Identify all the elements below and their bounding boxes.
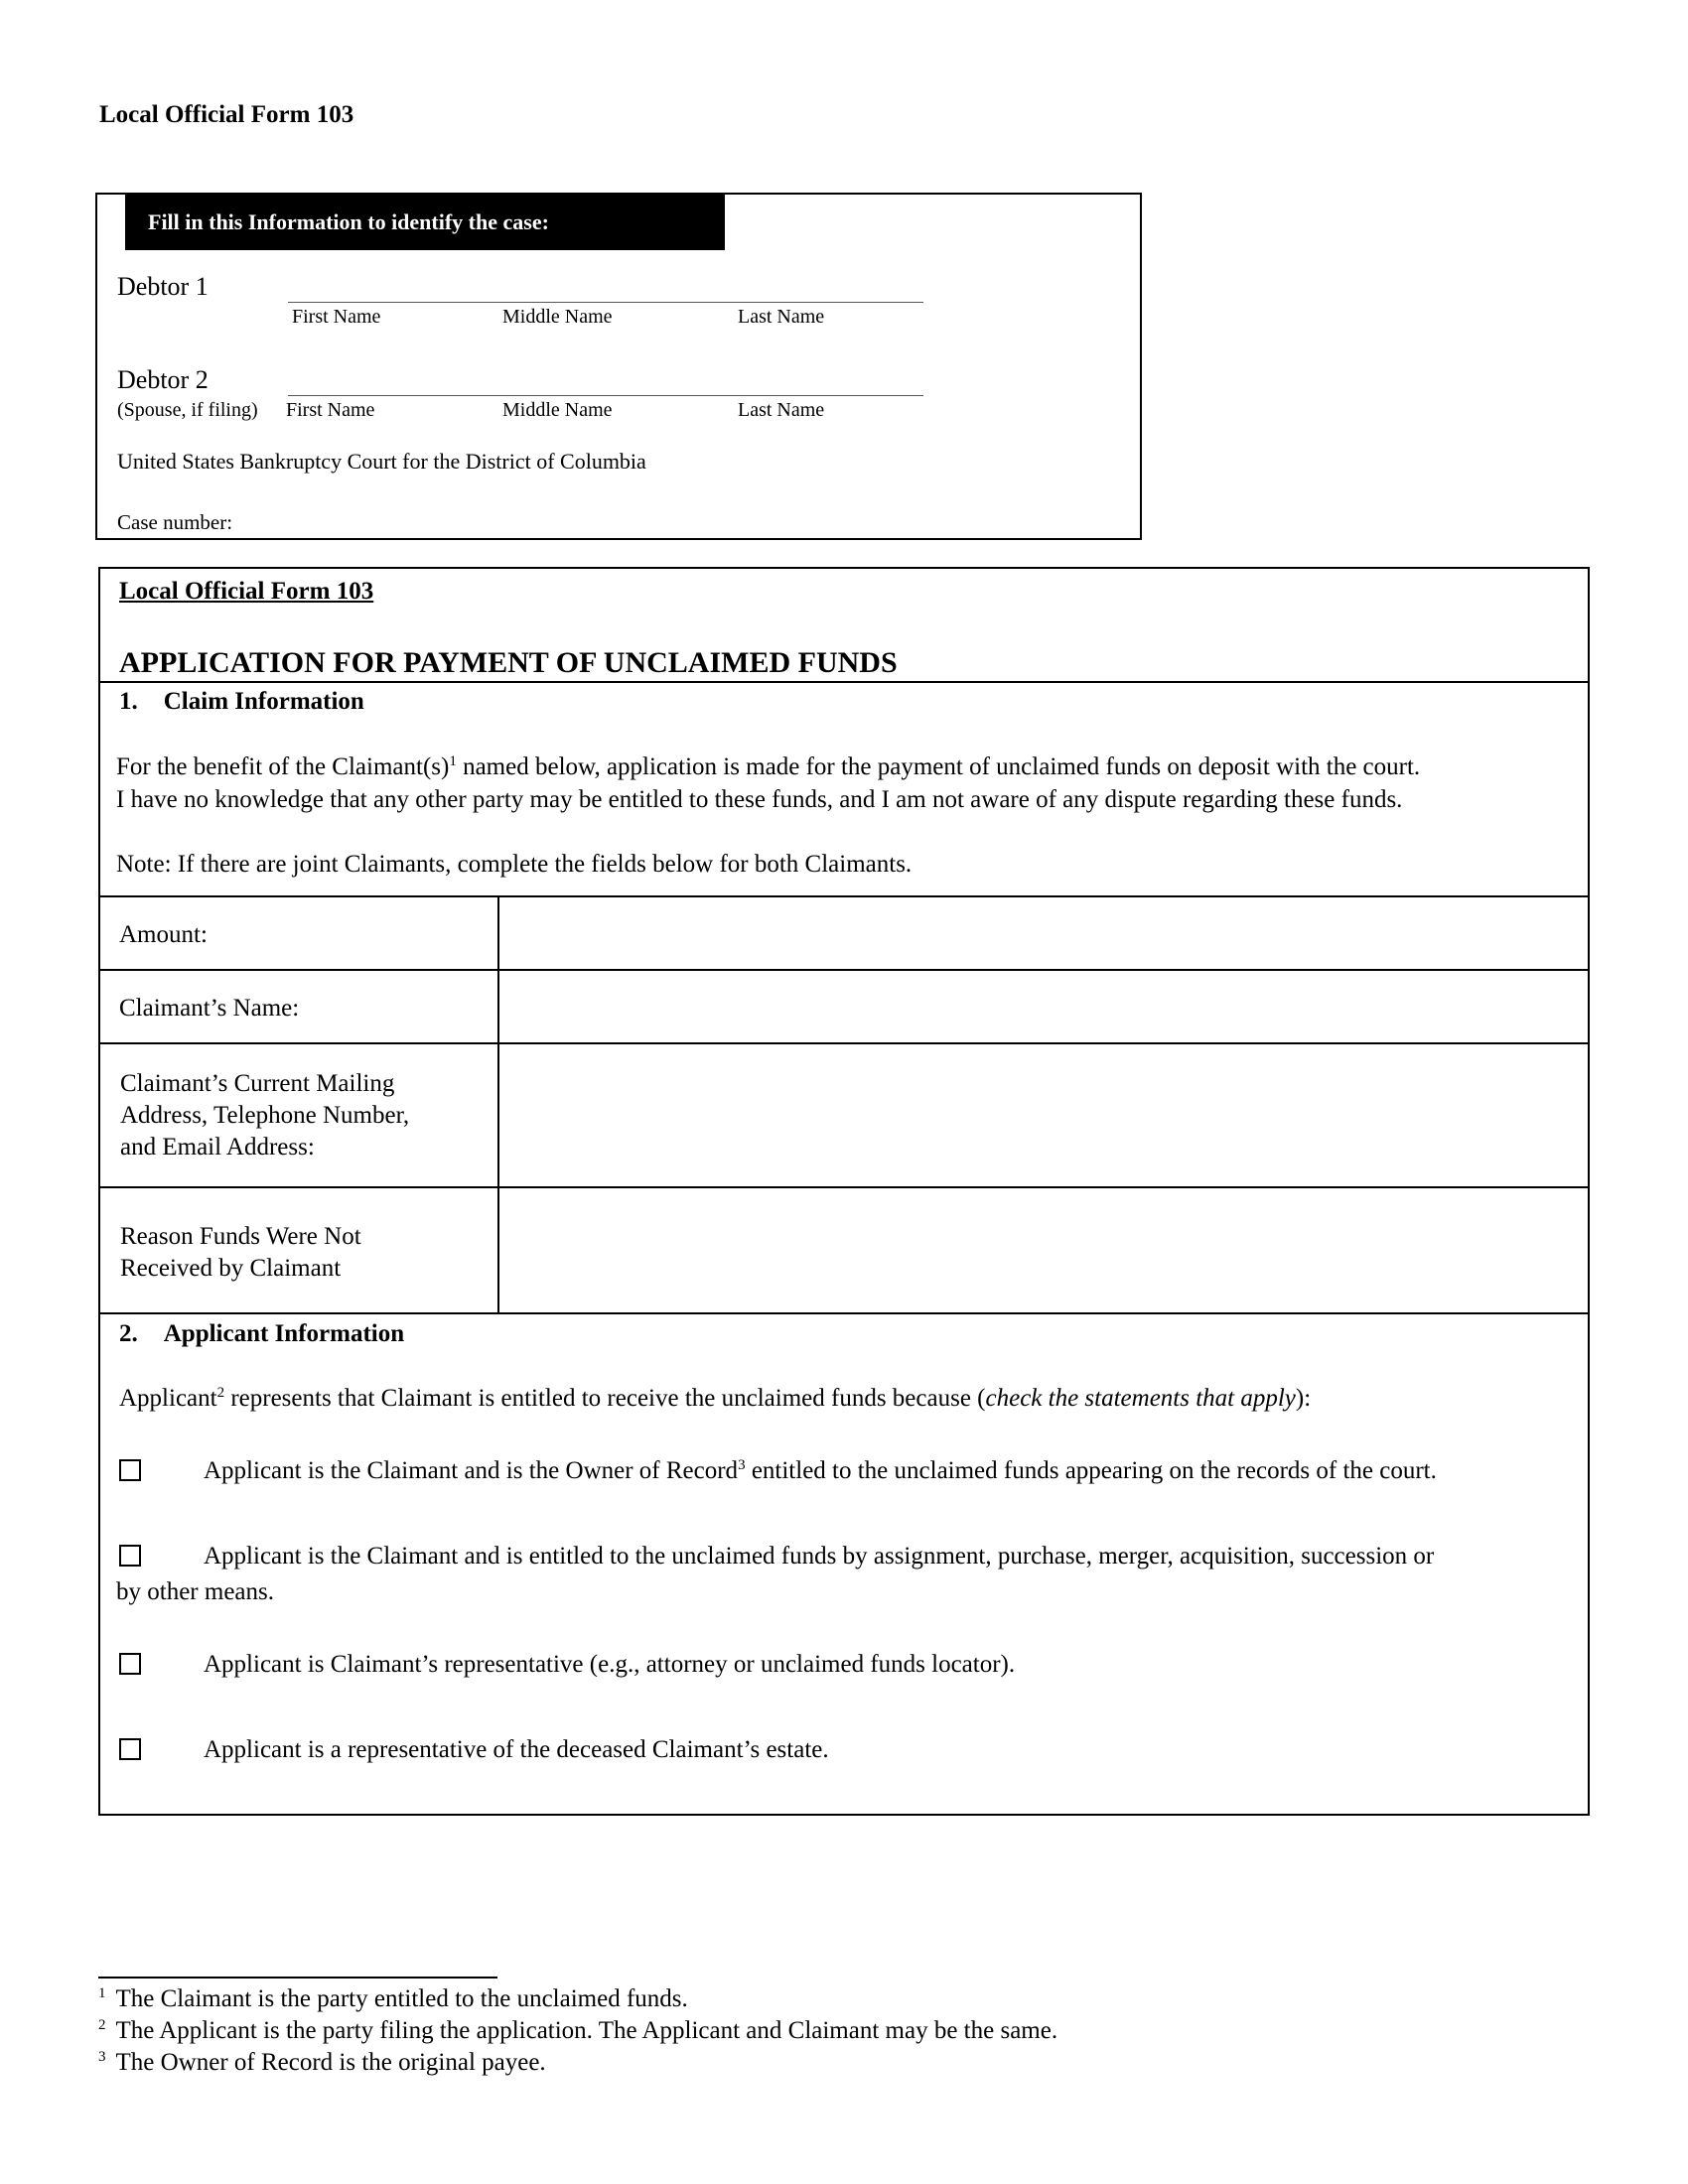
- case-number-label: Case number:: [117, 510, 233, 534]
- debtor1-middle-name-label: Middle Name: [502, 306, 613, 328]
- debtor1-name-line[interactable]: [288, 302, 923, 303]
- footnote-1: $^1$ The Claimant is the party entitled to the unclaimed funds.: [98, 1985, 688, 2012]
- option3-text: Applicant is Claimant’s representative (e.g., attorney or unclaimed funds locator).: [204, 1651, 1016, 1678]
- amount-field[interactable]: [499, 897, 1588, 969]
- joint-claimants-note: Note: If there are joint Claimants, complete the fields below for both Claimants.: [116, 851, 913, 878]
- claimant-name-label: Claimant’s Name:: [119, 995, 300, 1022]
- footnote-ref-1: 1: [449, 753, 457, 769]
- option3-checkbox[interactable]: [119, 1653, 141, 1675]
- option2-text-line1: Applicant is the Claimant and is entitled to the unclaimed funds by assignment, purchase, merger, acquisition, succession or: [204, 1543, 1435, 1570]
- debtor2-first-name-label: First Name: [286, 399, 375, 421]
- option2-text-line2: by other means.: [116, 1578, 274, 1605]
- section1-title: Claim Information: [163, 688, 364, 715]
- spouse-label: (Spouse, if filing): [117, 399, 258, 421]
- section1-paragraph-line2: I have no knowledge that any other party may be entitled to these funds, and I am not aware of any dispute regarding these funds.: [116, 786, 1403, 813]
- form-title: APPLICATION FOR PAYMENT OF UNCLAIMED FUNDS: [119, 646, 898, 679]
- section2-number: 2.: [119, 1320, 138, 1347]
- divider-section1: [100, 681, 1588, 683]
- section1-heading: [119, 685, 364, 718]
- address-label-line1: Claimant’s Current Mailing: [120, 1070, 395, 1097]
- form-number: Local Official Form 103: [99, 101, 354, 128]
- footnote-2: $^2$ The Applicant is the party filing the application. The Applicant and Claimant may be the same.: [98, 2017, 1058, 2044]
- application-form: [98, 567, 1590, 1816]
- section1-paragraph-line1: For the benefit of the $Claimant(s)^1$ named below, application is made for the payment of unclaimed funds on deposit with the court.: [116, 753, 1421, 780]
- address-label-line3: and Email Address:: [120, 1134, 315, 1160]
- section2-heading: [119, 1317, 404, 1350]
- footnote-ref-2: 2: [216, 1385, 225, 1401]
- footnote-rule: [98, 1977, 497, 1979]
- section2-title: Applicant Information: [163, 1320, 405, 1347]
- claimant-name-field[interactable]: [499, 971, 1588, 1042]
- section2-intro: Applicant$^2$ represents that Claimant is entitled to receive the unclaimed funds because (check the statements that apply):: [119, 1385, 1312, 1412]
- reason-label-line2: Received by Claimant: [120, 1255, 342, 1282]
- option2-checkbox[interactable]: [119, 1545, 141, 1567]
- option4-checkbox[interactable]: [119, 1738, 141, 1760]
- debtor2-name-line[interactable]: [288, 395, 923, 396]
- reason-field[interactable]: [499, 1188, 1588, 1312]
- option4-text: Applicant is a representative of the deceased Claimant’s estate.: [204, 1736, 829, 1763]
- debtor1-last-name-label: Last Name: [738, 306, 825, 328]
- case-info-box: [95, 193, 1142, 540]
- court-name: United States Bankruptcy Court for the District of Columbia: [117, 449, 646, 474]
- table-bottom-border: [100, 1312, 1588, 1314]
- option1-text: Applicant is the Claimant and is the Owner of Record$^3$ entitled to the unclaimed funds appearing on the records of the court.: [204, 1457, 1437, 1484]
- debtor1-label: Debtor 1: [117, 272, 209, 301]
- option1-checkbox[interactable]: [119, 1459, 141, 1481]
- debtor1-first-name-label: First Name: [292, 306, 381, 328]
- amount-label: Amount:: [119, 921, 208, 948]
- address-label-line2: Address, Telephone Number,: [120, 1102, 410, 1129]
- section1-number: 1.: [119, 688, 138, 715]
- reason-label-line1: Reason Funds Were Not: [120, 1223, 361, 1250]
- form-reference: Local Official Form 103: [119, 578, 374, 605]
- case-info-header: Fill in this Information to identify the case:: [125, 195, 725, 250]
- debtor2-middle-name-label: Middle Name: [502, 399, 613, 421]
- debtor2-label: Debtor 2: [117, 365, 209, 394]
- debtor2-last-name-label: Last Name: [738, 399, 825, 421]
- footnote-3: $^3$ The Owner of Record is the original payee.: [98, 2049, 546, 2076]
- footnote-ref-3: 3: [738, 1457, 746, 1473]
- address-field[interactable]: [499, 1044, 1588, 1186]
